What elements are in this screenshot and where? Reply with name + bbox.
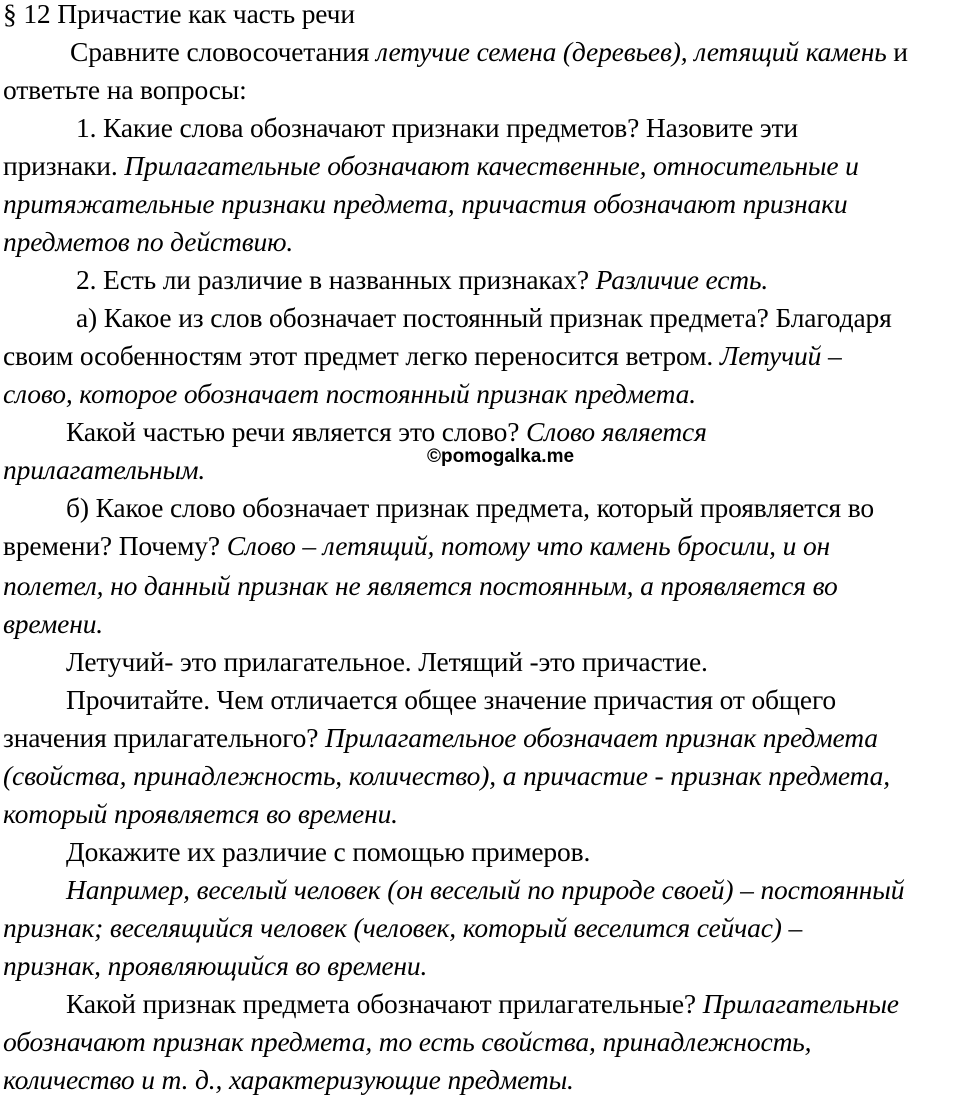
text-line (66, 644, 708, 680)
text-line (66, 414, 707, 450)
text-line (76, 262, 768, 298)
question-text: Прочитайте. Чем отличается общее значение причастия от общего (66, 684, 837, 715)
question-text: Какой признак предмета обозначают прилагательные? (66, 988, 703, 1019)
text-line (3, 148, 859, 184)
question-text: 1. Какие слова обозначают признаки предметов? Назовите эти (76, 112, 798, 143)
question-text: Какой частью речи является это слово? (66, 416, 527, 447)
answer-text: притяжательные признаки предмета, причастия обозначают признаки (3, 188, 848, 219)
answer-text: который проявляется во времени. (3, 798, 398, 829)
text-line (3, 338, 842, 374)
question-text: а) Какое из слов обозначает постоянный признак предмета? Благодаря (76, 302, 892, 333)
text-line (3, 1062, 574, 1098)
answer-text: Например, веселый человек (он веселый по природе своей) – постоянный (66, 874, 905, 905)
answer-text: прилагательным. (3, 454, 206, 485)
text-line (66, 986, 899, 1022)
answer-text: полетел, но данный признак не является постоянным, а проявляется во (3, 570, 838, 601)
question-text: Летучий- это прилагательное. Летящий -это причастие. (66, 646, 708, 677)
watermark: ©pomogalka.me (427, 446, 575, 467)
answer-text: Прилагательное обозначает признак предмета (325, 722, 878, 753)
answer-text: обозначают признак предмета, то есть свойства, принадлежность, (3, 1026, 812, 1057)
answer-text: Прилагательные (702, 988, 899, 1019)
question-text: и (886, 36, 908, 67)
question-text: Сравните словосочетания (70, 36, 376, 67)
text-line (66, 490, 874, 526)
question-text: своим особенностям этот предмет легко переносится ветром. (3, 340, 720, 371)
question-text: значения прилагательного? (3, 722, 326, 753)
text-line (3, 720, 878, 756)
answer-text: слово, которое обозначает постоянный признак предмета. (3, 378, 696, 409)
text-line (3, 528, 830, 564)
answer-text: Прилагательные обозначают качественные, относительные и (124, 150, 859, 181)
text-line (3, 224, 293, 260)
text-line (3, 948, 427, 984)
section-heading: § 12 Причастие как часть речи (3, 0, 355, 29)
text-line (3, 606, 103, 642)
text-line (3, 186, 847, 222)
question-text: ответьте на вопросы: (3, 74, 247, 105)
question-text: б) Какое слово обозначает признак предмета, который проявляется во (66, 492, 875, 523)
text-line (3, 1024, 811, 1060)
answer-text: Слово – летящий, потому что камень бросили, и он (226, 530, 831, 561)
text-line (3, 72, 247, 108)
answer-text: времени. (3, 608, 104, 639)
answer-text: предметов по действию. (3, 226, 294, 257)
question-text: признаки. (3, 150, 125, 181)
answer-text: Слово является (526, 416, 707, 447)
answer-text: Летучий – (719, 340, 842, 371)
text-line (66, 682, 836, 718)
text-line (3, 452, 205, 488)
answer-text: количество и т. д., характеризующие предметы. (3, 1064, 574, 1095)
text-line (3, 758, 890, 794)
text-line (76, 300, 892, 336)
question-text: 2. Есть ли различие в названных признаках? (76, 264, 596, 295)
answer-text: летучие семена (деревьев), летящий камень (375, 36, 887, 67)
text-line (66, 872, 904, 908)
text-line (3, 568, 838, 604)
text-line (70, 34, 908, 70)
text-line (66, 834, 590, 870)
text-line (3, 376, 696, 412)
question-text: Докажите их различие с помощью примеров. (66, 836, 591, 867)
answer-text: Различие есть. (595, 264, 769, 295)
answer-text: признак, проявляющийся во времени. (3, 950, 428, 981)
text-line (3, 796, 398, 832)
question-text: времени? Почему? (3, 530, 227, 561)
text-line (3, 910, 802, 946)
answer-text: признак; веселящийся человек (человек, который веселится сейчас) – (3, 912, 803, 943)
answer-text: (свойства, принадлежность, количество), а причастие - признак предмета, (3, 760, 890, 791)
text-line (76, 110, 798, 146)
